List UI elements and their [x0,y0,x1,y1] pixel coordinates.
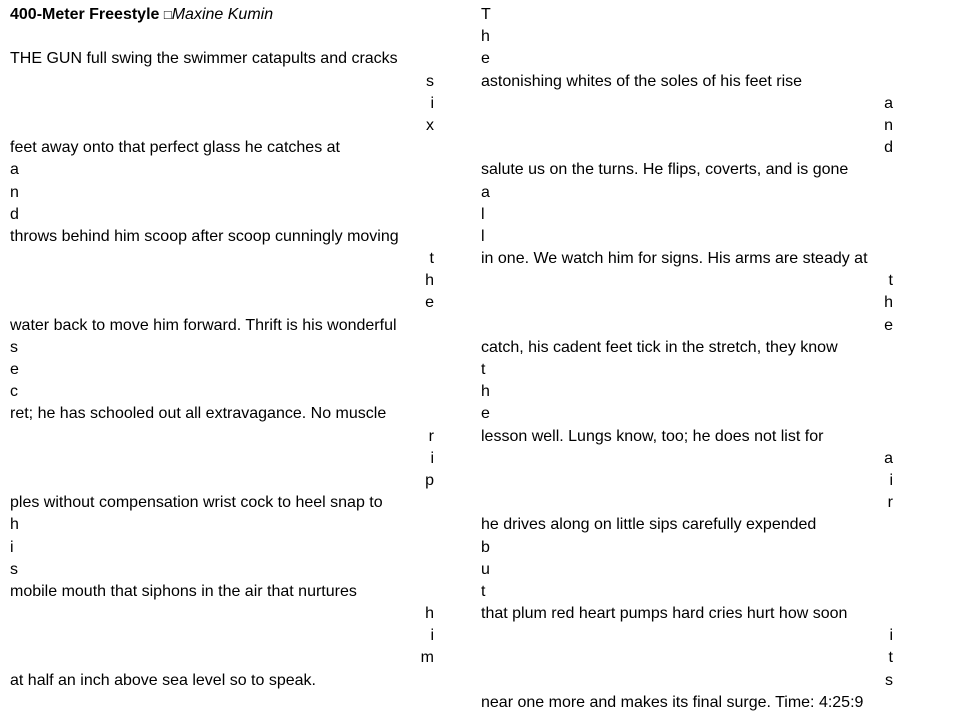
poem-line: d [884,139,893,157]
poem-line: t [888,649,893,667]
poem-line: throws behind him scoop after scoop cunningly moving [10,227,399,245]
poem-line: mobile mouth that siphons in the air that nurtures [10,582,357,600]
poem-line: e [10,361,19,378]
poem-line: n [884,116,893,134]
poem-line: r [428,427,434,445]
poem-line: h [481,383,490,401]
poem-line: ples without compensation wrist cock to heel snap to [10,494,383,512]
poem-line: e [884,316,893,334]
poem-line: u [481,560,490,578]
poem-line: lesson well. Lungs know, too; he does not list for [481,427,824,445]
poem-line: e [481,50,490,68]
poem-line: l [481,205,485,223]
poem-line: a [884,94,893,112]
poem-right-column [481,4,893,714]
poem-left-column [10,4,434,692]
poem-line: t [888,272,893,290]
poem-line: e [481,405,490,423]
poem-line: e [425,294,434,312]
poem-line: in one. We watch him for signs. His arms are steady at [481,250,868,268]
poem-line: that plum red heart pumps hard cries hurt how soon [481,605,848,623]
left-lines [10,48,434,691]
poem-line: s [426,72,434,90]
poem-line: salute us on the turns. He flips, coverts, and is gone [481,161,849,179]
poem-line: i [430,94,434,112]
poem-line: THE GUN full swing the swimmer catapults and cracks [10,50,398,68]
poem-line: h [884,294,893,312]
blank-line [10,26,434,48]
poem-line: t [429,250,434,268]
poem-line: h [10,516,19,534]
poem-line: h [425,272,434,290]
poem-line: near one more and makes its final surge. Time: 4:25:9 [481,693,864,711]
poem-line: water back to move him forward. Thrift is his wonderful [10,316,397,334]
poem-line: x [426,116,434,134]
poem-line: i [889,627,893,645]
poem-line: i [889,471,893,489]
poem-line: ret; he has schooled out all extravagance. No muscle [10,405,387,423]
poem-line: m [420,649,434,667]
poem-title-main: 400-Meter Freestyle [10,6,164,23]
poem-line: s [885,671,893,689]
poem-line: a [884,449,893,467]
poem-line: T [481,6,491,23]
poem-line: a [10,161,19,179]
poem-line: h [481,28,490,46]
poem-line: a [481,183,490,201]
poem-line: n [10,183,19,201]
right-lines [481,4,893,714]
poem-line: d [10,205,19,223]
poem-line: t [481,361,486,378]
poem-title [10,4,434,26]
poem-line: b [481,538,490,556]
poem-line: h [425,605,434,623]
poem-line: p [425,471,434,489]
poem-line: s [10,338,18,356]
poem-line: feet away onto that perfect glass he catches at [10,139,340,157]
poem-line: c [10,383,18,401]
poem-line: he drives along on little sips carefully expended [481,516,817,534]
poem-line: r [887,494,893,512]
poem-line: i [430,449,434,467]
poem-line: i [430,627,434,645]
poem-author: Maxine Kumin [171,6,274,23]
poem-line: s [10,560,18,578]
poem-line: at half an inch above sea level so to speak. [10,671,316,689]
poem-line: catch, his cadent feet tick in the stretch, they know [481,338,838,356]
poem-line: i [10,538,14,556]
poem-line: t [481,582,486,600]
poem-line: l [481,227,485,245]
title-separator-glyph: □ [163,7,172,22]
poem-line: astonishing whites of the soles of his feet rise [481,72,803,90]
